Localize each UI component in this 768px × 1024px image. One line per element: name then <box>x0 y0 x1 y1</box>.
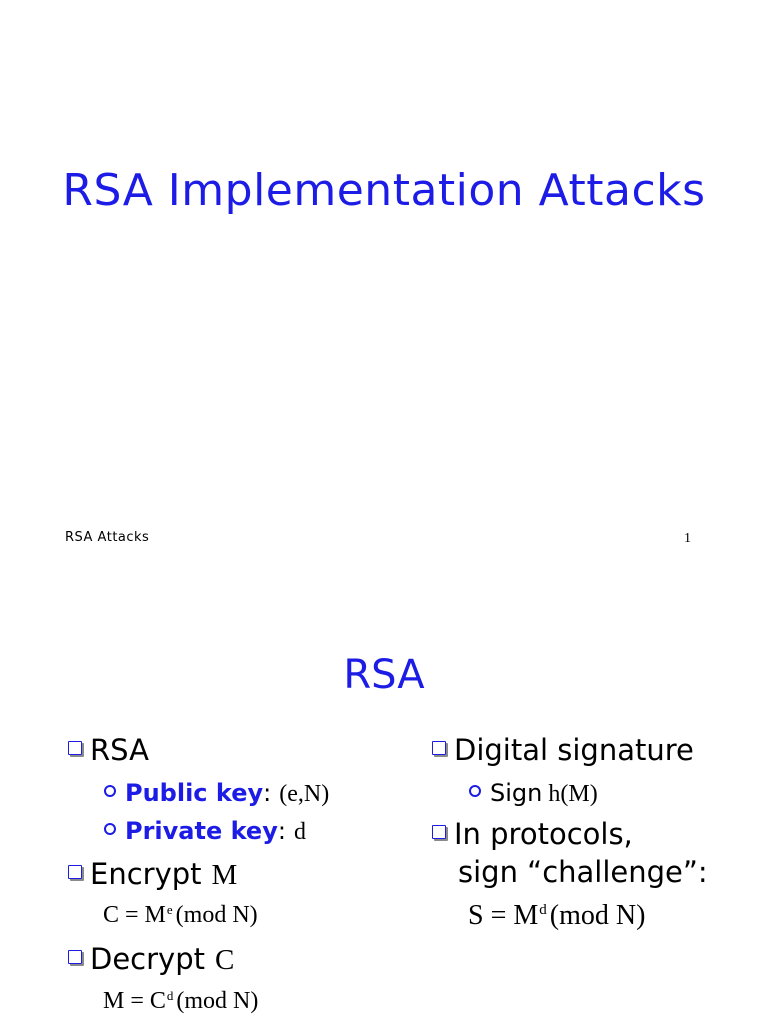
public-key-label: Public key <box>125 779 264 807</box>
private-key-label: Private key <box>125 817 278 845</box>
private-key-colon: : <box>277 817 286 845</box>
square-bullet-icon <box>68 950 82 964</box>
public-key-colon: : <box>263 779 272 807</box>
digital-signature-label: Digital signature <box>454 733 694 767</box>
sub-bullet-public-key <box>104 779 329 808</box>
square-bullet-icon <box>432 741 446 755</box>
bullet-encrypt <box>68 857 237 892</box>
slide-1-page-number: 1 <box>684 531 691 546</box>
protocols-line-2: sign “challenge”: <box>458 855 708 889</box>
encrypt-equation-mod: (mod N) <box>175 902 258 928</box>
circle-bullet-icon <box>104 785 116 797</box>
encrypt-label: Encrypt <box>90 857 202 891</box>
square-bullet-icon <box>68 741 82 755</box>
square-bullet-icon <box>432 825 446 839</box>
bullet-in-protocols <box>432 817 633 851</box>
decrypt-equation <box>103 988 258 1015</box>
sub-bullet-sign <box>469 779 598 808</box>
protocols-line-1: In protocols, <box>454 817 633 851</box>
slide-1-footer-label: RSA Attacks <box>65 530 150 545</box>
decrypt-variable: C <box>214 944 235 976</box>
private-key-value: d <box>293 819 306 845</box>
signature-equation-mod: (mod N) <box>549 900 646 931</box>
encrypt-equation <box>103 902 258 929</box>
decrypt-equation-lhs: M = C <box>103 988 166 1014</box>
slide-2-title: RSA <box>343 652 425 698</box>
bullet-decrypt <box>68 942 234 977</box>
signature-exponent: d <box>539 902 547 918</box>
signature-equation <box>468 900 645 932</box>
bullet-in-protocols-continued <box>458 855 708 889</box>
bullet-rsa-label: RSA <box>90 733 149 767</box>
decrypt-equation-mod: (mod N) <box>176 988 259 1014</box>
signature-equation-lhs: S = M <box>468 900 539 931</box>
decrypt-exponent: d <box>166 988 174 1003</box>
sign-value: h(M) <box>548 781 598 807</box>
square-bullet-icon <box>68 865 82 879</box>
bullet-digital-signature <box>432 733 694 767</box>
slide-1-title: RSA Implementation Attacks <box>62 165 706 216</box>
encrypt-exponent: e <box>166 902 173 917</box>
bullet-rsa <box>68 733 149 767</box>
circle-bullet-icon <box>469 785 481 797</box>
public-key-value: (e,N) <box>279 781 330 807</box>
sub-bullet-private-key <box>104 817 306 846</box>
circle-bullet-icon <box>104 823 116 835</box>
decrypt-label: Decrypt <box>90 942 205 976</box>
encrypt-variable: M <box>211 859 238 891</box>
encrypt-equation-lhs: C = M <box>103 902 166 928</box>
sign-label: Sign <box>490 779 543 807</box>
